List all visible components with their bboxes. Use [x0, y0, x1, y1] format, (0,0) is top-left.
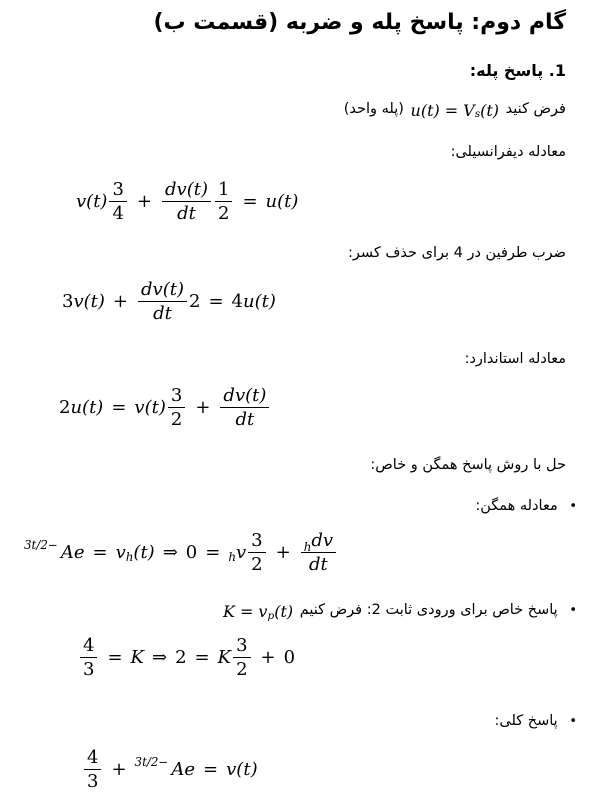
fraction	[168, 385, 185, 430]
assumption-line	[0, 98, 566, 124]
math-token: 2	[251, 554, 263, 576]
math-token: =	[444, 100, 459, 120]
math-token: 3	[83, 658, 95, 680]
math-token: (t)	[133, 542, 155, 564]
math-token: =	[203, 759, 219, 781]
math-token: v(t)	[76, 190, 108, 212]
math-token: 3	[170, 384, 183, 406]
fraction	[138, 279, 187, 324]
math-token: =	[205, 542, 221, 564]
math-token: u(t)	[70, 396, 104, 418]
math-token: 4	[83, 634, 95, 656]
math-token: dt	[177, 202, 196, 224]
diff-equation-label: معادله دیفرانسیلی:	[450, 144, 566, 161]
math-token: =	[111, 396, 127, 418]
math-token: 2	[59, 396, 71, 418]
bullet-icon: •	[569, 603, 577, 619]
math-token: v	[258, 602, 268, 622]
bullet-total-label: پاسخ کلی:	[494, 712, 558, 729]
math-token: =	[92, 542, 108, 564]
math-token: dv	[311, 530, 334, 552]
bullet-homogeneous-label: معادله همگن:	[475, 498, 558, 515]
fraction	[248, 530, 265, 575]
math-token: 3	[251, 530, 263, 552]
math-token: Ae	[60, 542, 85, 564]
fraction	[301, 530, 336, 575]
math-token: =	[194, 646, 210, 668]
math-token: K	[217, 646, 232, 668]
equation-total-response	[0, 747, 566, 792]
bullet-homogeneous	[0, 495, 577, 518]
math-token: dv(t)	[223, 384, 267, 406]
multiply-label: ضرب طرفین در 4 برای حذف کسر:	[348, 244, 566, 261]
bullet-particular	[0, 599, 577, 625]
math-token: dt	[309, 554, 328, 576]
math-token: p	[267, 609, 275, 622]
math-token: 2	[175, 646, 187, 668]
math-token: +	[112, 290, 128, 312]
math-token: Ae	[171, 759, 196, 781]
math-token: +	[260, 646, 276, 668]
math-token: =	[107, 646, 123, 668]
math-token: u(t)	[265, 190, 299, 212]
math-token: (t)	[480, 100, 500, 120]
math-token: dv(t)	[165, 178, 208, 200]
fraction	[84, 747, 101, 792]
math-token: 4	[112, 202, 124, 224]
math-token: s	[474, 108, 481, 121]
math-token: (t)	[274, 602, 294, 622]
math-token: h	[125, 550, 134, 565]
math-token: 3	[87, 771, 99, 793]
math-token: K	[223, 602, 235, 622]
math-token: v(t)	[226, 759, 258, 781]
inline-math-input-definition	[411, 98, 500, 124]
math-token: 2	[217, 202, 230, 224]
math-token: V	[463, 100, 475, 120]
assumption-text-after: (پله واحد)	[343, 100, 404, 117]
math-token: 3	[112, 178, 124, 200]
math-token: =	[242, 190, 258, 212]
math-token: ⇒	[152, 646, 168, 668]
math-token: +	[275, 542, 291, 564]
fraction	[109, 179, 126, 224]
section-heading: 1. پاسخ پله:	[469, 60, 566, 80]
fraction	[220, 385, 269, 430]
inline-math-particular	[223, 599, 293, 625]
math-token: +	[111, 759, 127, 781]
equation-cleared-fractions	[0, 279, 566, 324]
fraction	[233, 635, 250, 680]
assumption-text-before: فرض کنید	[505, 100, 566, 117]
equation-standard-form	[0, 385, 566, 430]
equation-particular	[0, 635, 566, 680]
math-token: 4	[87, 747, 99, 769]
math-token: 2	[170, 408, 183, 430]
fraction	[215, 179, 232, 224]
math-token: u(t)	[242, 290, 276, 312]
method-label: حل با روش پاسخ همگن و خاص:	[370, 456, 566, 473]
fraction	[80, 635, 97, 680]
math-token: 3t/2−	[24, 538, 58, 553]
math-token: 1	[217, 178, 230, 200]
math-token: 3	[236, 634, 248, 656]
math-token: =	[239, 602, 254, 622]
math-token: v(t)	[134, 396, 166, 418]
math-token: u(t)	[410, 100, 440, 120]
bullet-particular-label: پاسخ خاص برای ورودی ثابت 2: فرض کنیم	[299, 602, 558, 619]
equation-homogeneous	[0, 530, 566, 575]
math-token: 2	[236, 658, 248, 680]
math-token: +	[136, 190, 152, 212]
page-title: گام دوم: پاسخ پله و ضربه (قسمت ب)	[153, 10, 566, 35]
math-token: v	[115, 542, 126, 564]
math-token: 4	[231, 290, 243, 312]
math-token: 2	[188, 290, 201, 312]
math-token: dt	[235, 408, 255, 430]
bullet-icon: •	[569, 713, 577, 729]
math-token: v(t)	[73, 290, 105, 312]
math-token: h	[303, 539, 312, 554]
math-token: ⇒	[162, 542, 178, 564]
fraction	[162, 179, 211, 224]
math-token: =	[208, 290, 224, 312]
math-token: 0	[185, 542, 198, 564]
math-token: dv(t)	[141, 278, 184, 300]
math-token: 3	[62, 290, 74, 312]
math-token: +	[195, 396, 211, 418]
math-token: 3t/2−	[134, 755, 169, 770]
math-token: 0	[283, 646, 296, 668]
math-token: K	[130, 646, 144, 668]
math-token: dt	[153, 302, 172, 324]
math-token: h	[228, 550, 236, 565]
standard-label: معادله استاندارد:	[464, 350, 566, 367]
equation-differential	[0, 179, 566, 224]
math-token: v	[236, 542, 247, 564]
bullet-icon: •	[569, 499, 577, 515]
bullet-total	[0, 710, 577, 733]
